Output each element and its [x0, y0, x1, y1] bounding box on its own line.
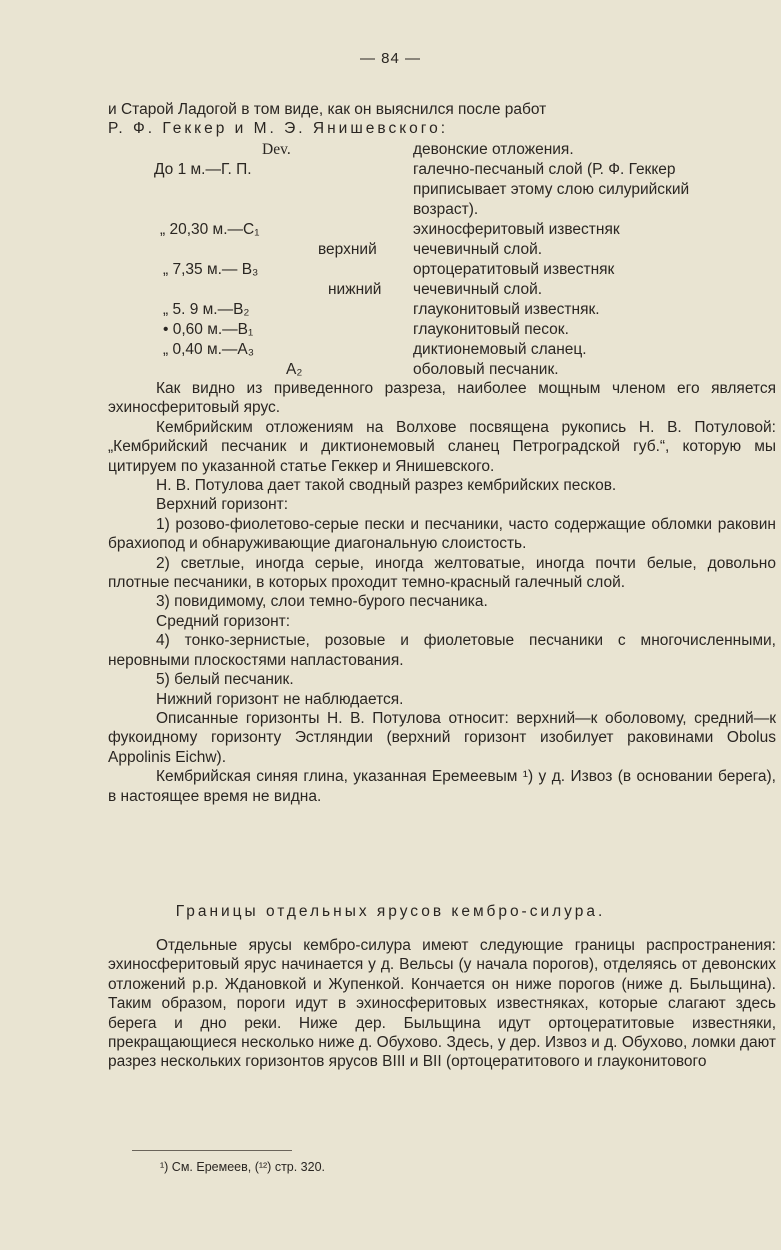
- paragraph: Описанные горизонты Н. В. Потулова относит: верхний—к оболовому, средний—к фукоидному горизонту Эстляндии (верхний горизонт изобилует раковинами Obolus Appolinis Eichw).: [108, 709, 776, 766]
- paragraph: 3) повидимому, слои темно-бурого песчаника.: [156, 593, 488, 611]
- body-text: [108, 379, 776, 806]
- paragraph: Как видно из приведенного разреза, наиболее мощным членом его является эхиносферитовый ярус.: [108, 380, 776, 417]
- paragraph: 4) тонко-зернистые, розовые и фиолетовые песчаники с многочисленными, неровными плоскостями напластования.: [108, 632, 776, 669]
- section-row: „ 20,30 м.—C₁ эхиносферитовый известняк: [160, 221, 620, 238]
- section-row: верхний чечевичный слой.: [318, 241, 543, 258]
- section-row: возраст).: [413, 201, 479, 218]
- footnote: ¹) См. Еремеев, (¹²) стр. 320.: [160, 1160, 326, 1174]
- paragraph: Н. В. Потулова дает такой сводный разрез кембрийских песков.: [156, 477, 617, 495]
- paragraph: Нижний горизонт не наблюдается.: [156, 690, 404, 708]
- paragraph: Средний горизонт:: [156, 612, 291, 630]
- paragraph: 2) светлые, иногда серые, иногда желтоватые, иногда почти белые, довольно плотные песчаники, в которых проходит темно-красный галечный слой.: [108, 554, 776, 592]
- intro-paragraph: [108, 100, 776, 139]
- section-row: „ 7,35 м.— B₃ ортоцератитовый известняк: [163, 261, 615, 278]
- paragraph: 1) розово-фиолетово-серые пески и песчаники, часто содержащие обломки раковин брахиопод и обнаруживающие диагональную слоистость.: [108, 515, 776, 553]
- section-row: „ 5. 9 м.—B₂ глауконитовый известняк.: [163, 301, 600, 318]
- section-heading: Границы отдельных ярусов кембро-силура.: [175, 903, 606, 920]
- final-paragraph: Отдельные ярусы кембро-силура имеют следующие границы распространения: эхиносферитовый ярус начинается у д. Вельсы (у начала порогов), отделяясь от девонских отложений р.р. Ждановкой и Жупенкой. Кончается он ниже порогов (ниже д. Быльщина). Таким образом, пороги идут в эхиносферитовых известняках, которые слагают здесь берега и дно реки. Ниже дер. Быльщина идут ортоцератитовые известняки, прекращающиеся несколько ниже д. Обухово. Здесь, у дер. Извоз и д. Обухово, ломки дают разрез нескольких горизонтов ярусов BIII и BII (ортоцератитового и глауконитового: [108, 937, 776, 1071]
- paragraph: 5) белый песчаник.: [156, 671, 294, 689]
- intro-line-2: Р. Ф. Геккер и М. Э. Янишевского:: [108, 120, 449, 138]
- section-row: „ 0,40 м.—A₃ диктионемовый сланец.: [163, 341, 587, 358]
- footnote-divider: [132, 1150, 292, 1151]
- paragraph: Кембрийская синяя глина, указанная Еремеевым ¹) у д. Извоз (в основании берега), в настоящее время не видна.: [108, 768, 776, 805]
- section-row: Dev. девонские отложения.: [262, 141, 574, 158]
- intro-line-1: и Старой Ладогой в том виде, как он выяснился после работ: [108, 101, 547, 118]
- section-row: приписывает этому слою силурийский: [413, 181, 690, 198]
- page-number: — 84 —: [359, 50, 422, 67]
- paragraph: Верхний горизонт:: [156, 496, 289, 514]
- section-row: A₂ оболовый песчаник.: [286, 361, 559, 378]
- paragraph: Кембрийским отложениям на Волхове посвящена рукопись Н. В. Потуловой: „Кембрийский песчаник и диктионемовый сланец Петроградской губ.“, которую мы цитируем по указанной статье Геккер и Янишевского.: [108, 418, 776, 475]
- section-row: нижний чечевичный слой.: [328, 281, 543, 298]
- section-row: До 1 м.—Г. П. галечно-песчаный слой (Р. Ф. Геккер: [154, 161, 676, 178]
- section-row: • 0,60 м.—B₁ глауконитовый песок.: [163, 321, 569, 338]
